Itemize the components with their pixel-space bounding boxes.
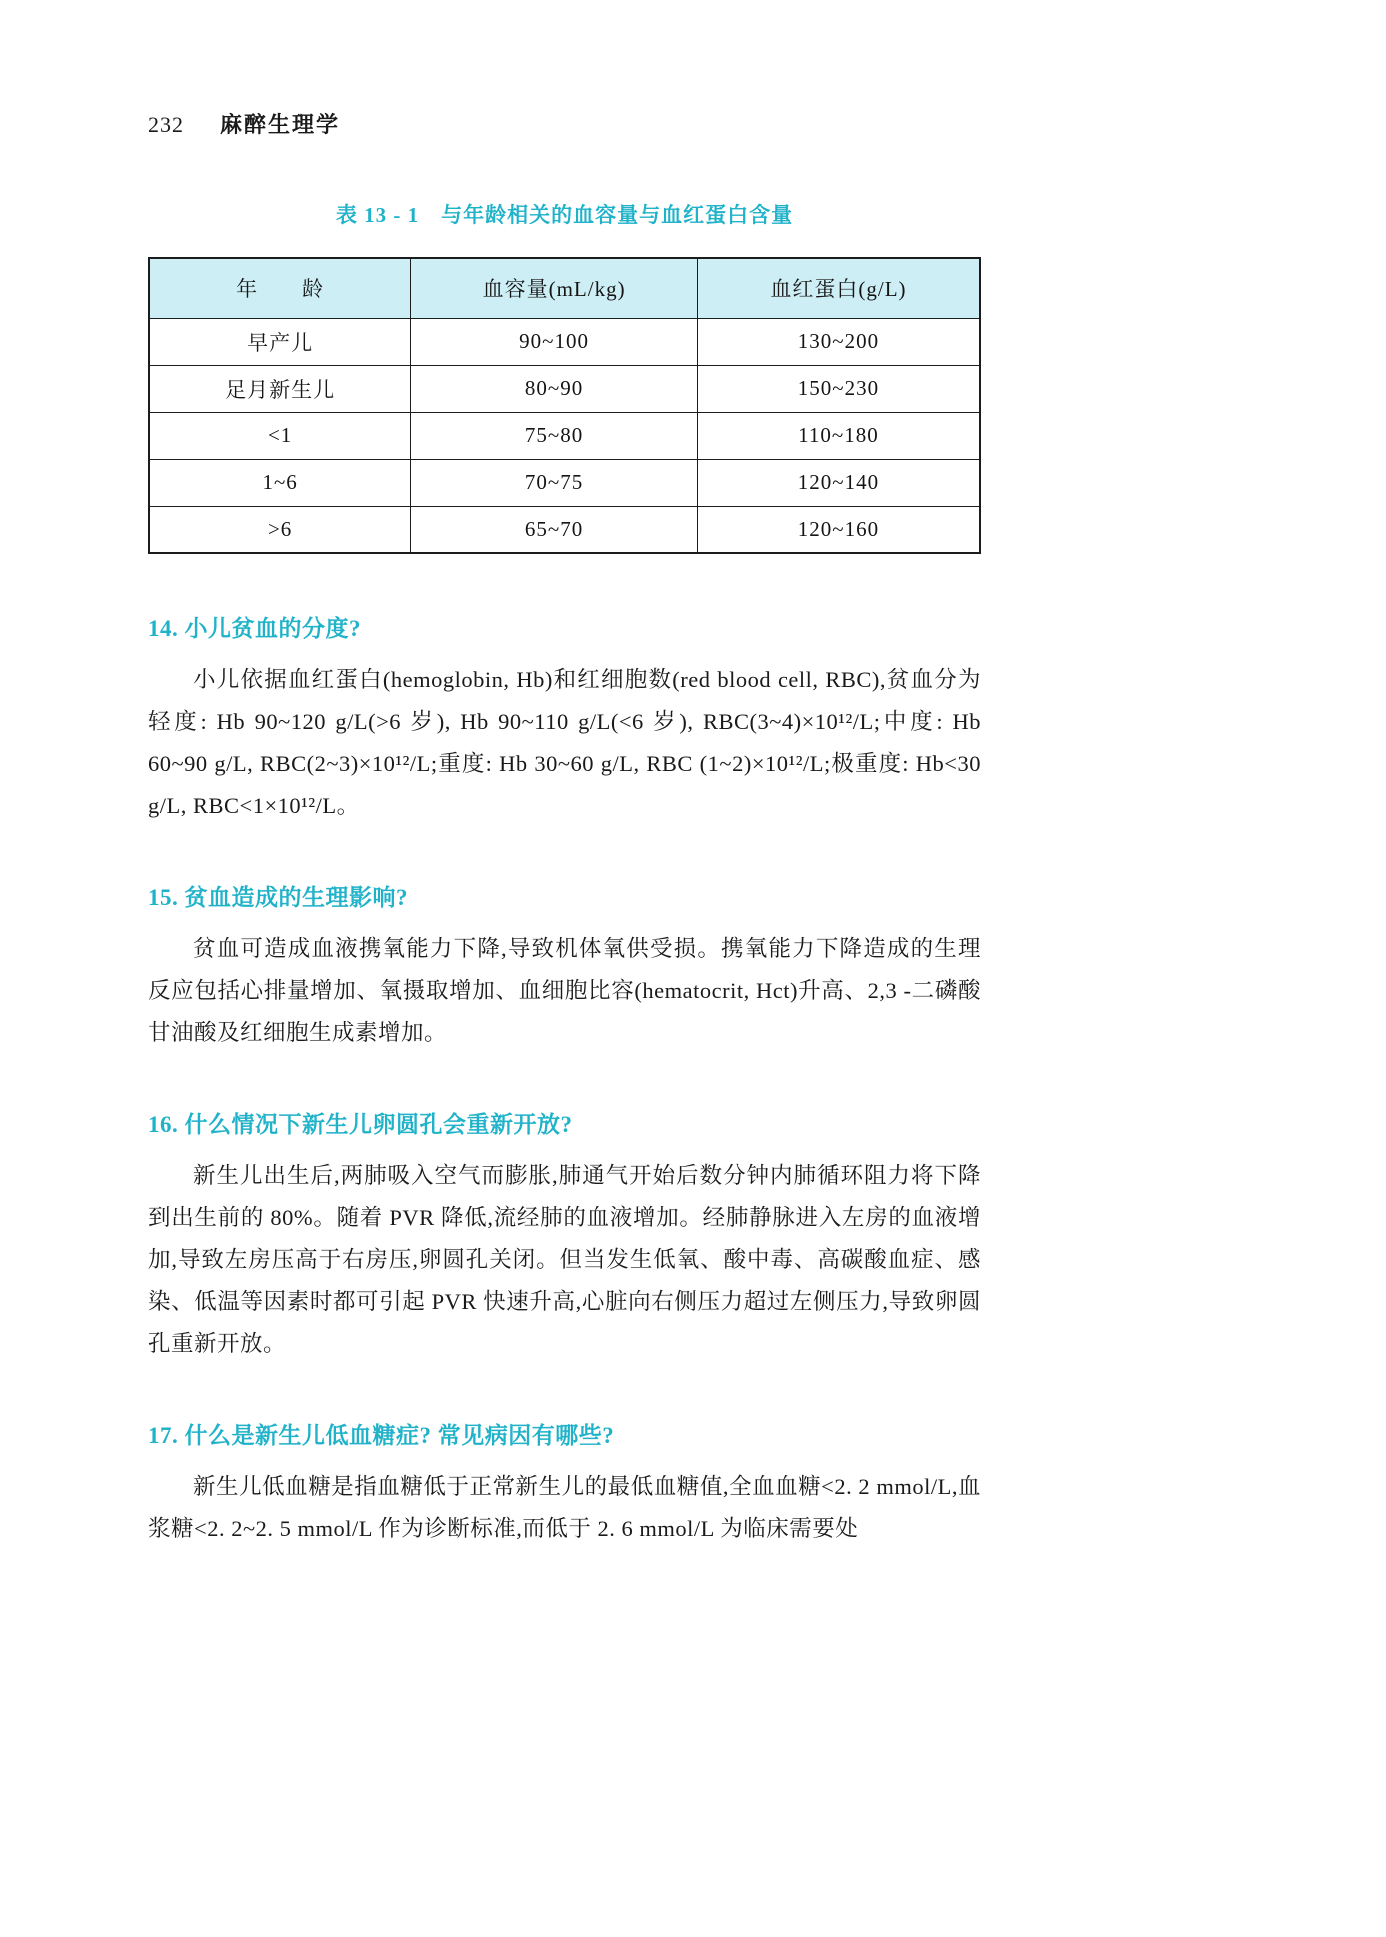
qa-section-16 [148, 1106, 981, 1365]
cell-blood-volume: 65~70 [411, 506, 698, 553]
running-head [148, 108, 981, 139]
table-row [149, 365, 980, 412]
cell-blood-volume: 75~80 [411, 412, 698, 459]
question-heading: 17. 什么是新生儿低血糖症? 常见病因有哪些? [148, 1423, 615, 1448]
table-row [149, 412, 980, 459]
book-title: 麻醉生理学 [220, 112, 341, 137]
answer-paragraph: 贫血可造成血液携氧能力下降,导致机体氧供受损。携氧能力下降造成的生理反应包括心排量增加、氧摄取增加、血细胞比容(hematocrit, Hct)升高、2,3 -二磷酸甘油酸及红细胞生成素增加。 [148, 936, 981, 1045]
cell-age: 早产儿 [149, 318, 411, 365]
cell-age: 足月新生儿 [149, 365, 411, 412]
cell-hemoglobin: 150~230 [697, 365, 980, 412]
blood-volume-hemoglobin-table [148, 257, 981, 554]
qa-section-15 [148, 879, 981, 1054]
col-header-hemoglobin: 血红蛋白(g/L) [697, 258, 980, 318]
table-row [149, 318, 980, 365]
question-heading: 14. 小儿贫血的分度? [148, 616, 361, 641]
table-header-row [149, 258, 980, 318]
cell-blood-volume: 70~75 [411, 459, 698, 506]
cell-hemoglobin: 110~180 [697, 412, 980, 459]
document-page [148, 0, 981, 1550]
cell-hemoglobin: 120~140 [697, 459, 980, 506]
cell-blood-volume: 80~90 [411, 365, 698, 412]
cell-hemoglobin: 130~200 [697, 318, 980, 365]
answer-paragraph: 新生儿低血糖是指血糖低于正常新生儿的最低血糖值,全血血糖<2. 2 mmol/L,血浆糖<2. 2~2. 5 mmol/L 作为诊断标准,而低于 2. 6 mmol/L 为临床需要处 [148, 1474, 981, 1541]
cell-age: <1 [149, 412, 411, 459]
table-title: 表 13 - 1 与年龄相关的血容量与血红蛋白含量 [335, 203, 794, 227]
qa-section-14 [148, 610, 981, 827]
table-row [149, 506, 980, 553]
question-heading: 16. 什么情况下新生儿卵圆孔会重新开放? [148, 1112, 573, 1137]
table-row [149, 459, 980, 506]
col-header-blood-volume: 血容量(mL/kg) [411, 258, 698, 318]
cell-blood-volume: 90~100 [411, 318, 698, 365]
question-heading: 15. 贫血造成的生理影响? [148, 885, 408, 910]
cell-age: 1~6 [149, 459, 411, 506]
qa-section-17 [148, 1417, 981, 1550]
col-header-age: 年 龄 [149, 258, 411, 318]
answer-paragraph: 新生儿出生后,两肺吸入空气而膨胀,肺通气开始后数分钟内肺循环阻力将下降到出生前的 80%。随着 PVR 降低,流经肺的血液增加。经肺静脉进入左房的血液增加,导致左房压高于右房压,卵圆孔关闭。但当发生低氧、酸中毒、高碳酸血症、感染、低温等因素时都可引起 PVR 快速升高,心脏向右侧压力超过左侧压力,导致卵圆孔重新开放。 [148, 1163, 981, 1356]
page-number: 232 [148, 112, 184, 137]
cell-hemoglobin: 120~160 [697, 506, 980, 553]
answer-paragraph: 小儿依据血红蛋白(hemoglobin, Hb)和红细胞数(red blood cell, RBC),贫血分为轻度: Hb 90~120 g/L(>6 岁), Hb 90~110 g/L(<6 岁), RBC(3~4)×10¹²/L;中度: Hb 60~90 g/L, RBC(2~3)×10¹²/L;重度: Hb 30~60 g/L, RBC (1~2)×10¹²/L;极重度: Hb<30 g/L, RBC<1×10¹²/L。 [148, 667, 981, 818]
cell-age: >6 [149, 506, 411, 553]
